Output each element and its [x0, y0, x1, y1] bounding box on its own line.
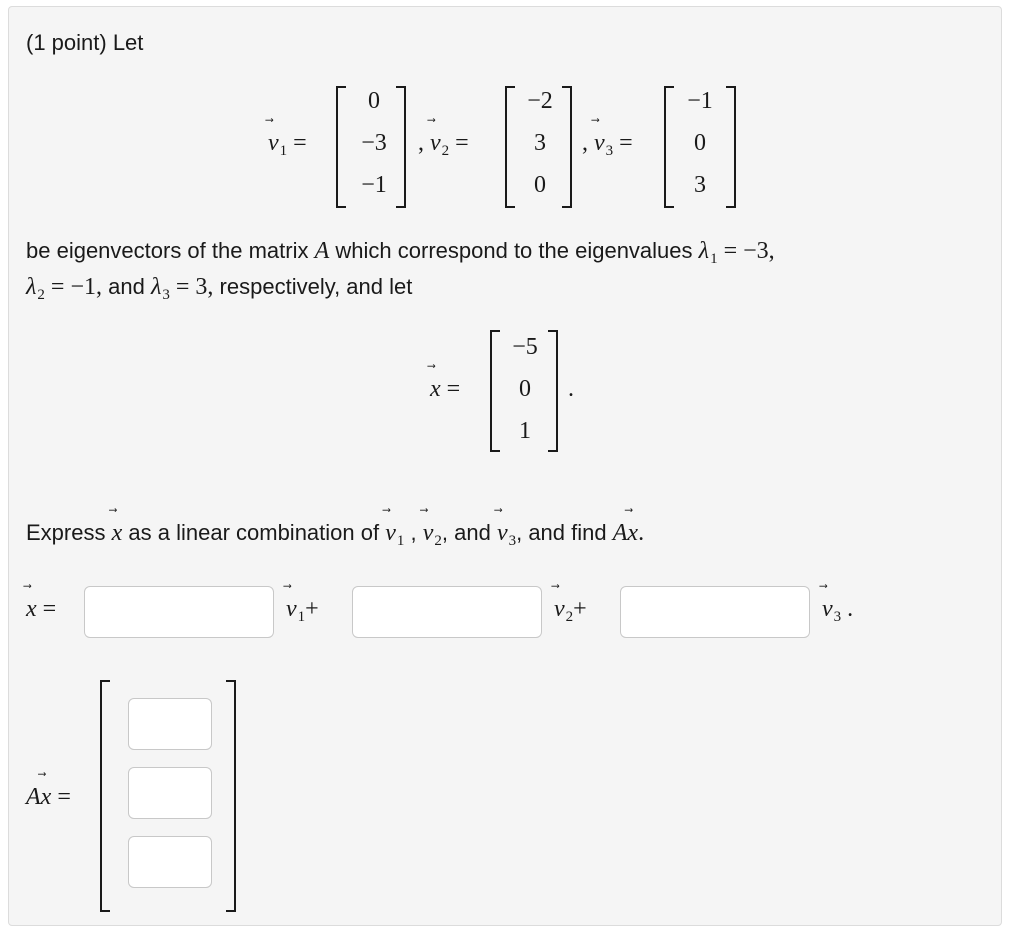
- coefficient-1-input[interactable]: [84, 586, 274, 638]
- lambda1-expr: $\lambda_1 = -3$,: [698, 238, 775, 267]
- x-entry-3: 1: [519, 418, 531, 444]
- ax-right-bracket: [226, 680, 236, 912]
- v3-entry-2: 0: [694, 130, 706, 156]
- ax-entry-3-input[interactable]: [128, 836, 212, 888]
- v1-entry-1: 0: [368, 88, 380, 114]
- ax-left-bracket: [100, 680, 110, 912]
- x-entry-1: −5: [512, 334, 538, 360]
- instruction-start: Express: [26, 520, 106, 545]
- ax-label: Ax =: [26, 784, 71, 810]
- x-entry-2: 0: [519, 376, 531, 402]
- instruction-mid: as a linear combination of: [128, 520, 380, 545]
- v3-entry-1: −1: [687, 88, 713, 114]
- instruction-find: , and find: [516, 520, 607, 545]
- instruction: Express x as a linear combination of v $_1$ , v $_2$, and v $_3$, and find Ax .: [26, 520, 645, 549]
- x-label: x =: [430, 376, 461, 402]
- v1-plus-label: v $_1$+: [286, 596, 319, 625]
- v2-comma: ,: [582, 130, 588, 156]
- coefficient-3-input[interactable]: [620, 586, 810, 638]
- coefficient-2-input[interactable]: [352, 586, 542, 638]
- v3-entry-3: 3: [694, 172, 706, 198]
- v2-entry-3: 0: [534, 172, 546, 198]
- lambda3-value: 3,: [195, 274, 214, 300]
- ax-entry-1-input[interactable]: [128, 698, 212, 750]
- lambda1-value: −3,: [743, 238, 775, 264]
- eigen-text-line-1: [26, 238, 775, 265]
- v2-entry-2: 3: [534, 130, 546, 156]
- v1-comma: ,: [418, 130, 424, 156]
- answer-x-label: x =: [26, 596, 57, 622]
- lambda2-expr: $\lambda_2 = -1$,: [26, 274, 102, 303]
- v1-label: v $_1$ =: [268, 130, 307, 159]
- eigen-text-line-2: [26, 274, 412, 301]
- problem-intro: (1 point) Let: [26, 30, 144, 55]
- lambda3-expr: $\lambda_3 = 3$,: [150, 274, 214, 303]
- v1-entry-2: −3: [361, 130, 387, 156]
- ax-entry-2-input[interactable]: [128, 767, 212, 819]
- v2-label: v $_2$ =: [430, 130, 469, 159]
- lambda2-value: −1,: [70, 274, 102, 300]
- v2-plus-label: v $_2$+: [554, 596, 587, 625]
- instruction-and: , and: [441, 520, 491, 545]
- v3-period-label: v $_3$ .: [822, 596, 854, 625]
- v3-label: v $_3$ =: [594, 130, 633, 159]
- eigen-text-start: be eigenvectors of the matrix: [26, 238, 309, 263]
- eigen-text-end: respectively, and let: [219, 274, 413, 299]
- x-period: .: [568, 376, 574, 402]
- v2-entry-1: −2: [527, 88, 553, 114]
- v1-entry-3: −1: [361, 172, 387, 198]
- matrix-a-symbol: A: [314, 238, 330, 264]
- and-text: and: [108, 274, 145, 299]
- eigen-text-mid: which correspond to the eigenvalues: [335, 238, 693, 263]
